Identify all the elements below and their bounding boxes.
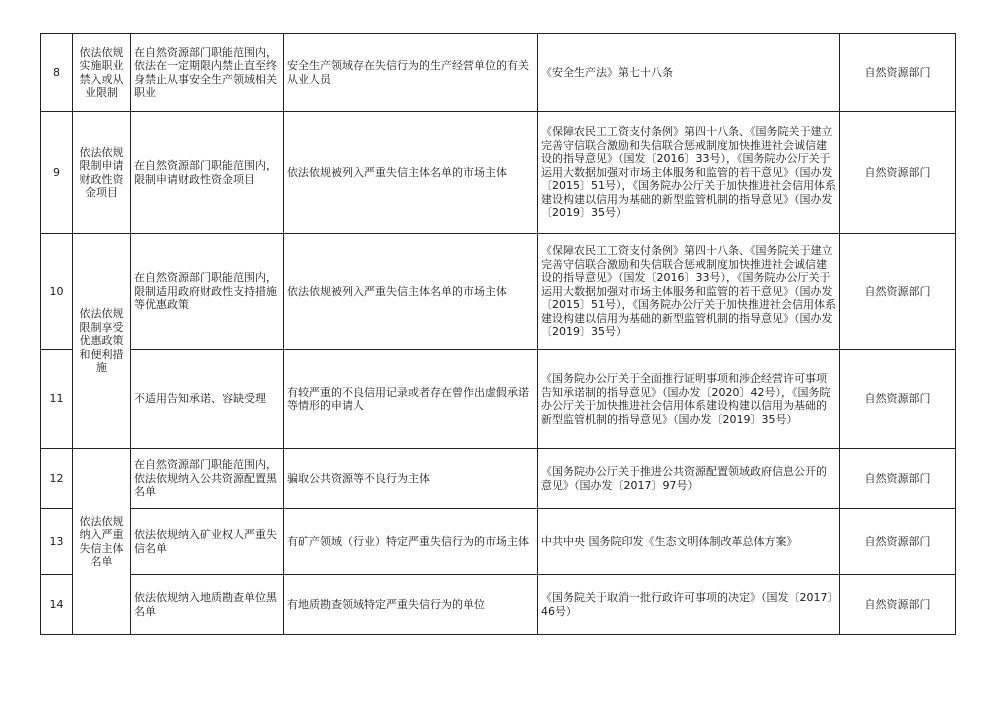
subject-cell: 有较严重的不良信用记录或者存在曾作出虚假承诺等情形的申请人 — [284, 350, 538, 449]
basis-cell: 《保障农民工工资支付条例》第四十八条、《国务院关于建立完善守信联合激励和失信联合惩戒制度加快推进社会诚信建设的指导意见》（国发〔2016〕33号），《国务院办公厅关于运用大数据加强对市场主体服务和监管的若干意见》（国办发〔2015〕51号），《国务院办公厅关于加快推进社会信用体系建设构建以信用为基础的新型监管机制的指导意见》（国办发〔2019〕35号） — [538, 234, 840, 350]
subject-cell: 安全生产领域存在失信行为的生产经营单位的有关从业人员 — [284, 34, 538, 112]
measure-cell: 依法依规纳入地质勘查单位黑名单 — [131, 575, 284, 635]
basis-cell: 《国务院关于取消一批行政许可事项的决定》（国发〔2017〕46号） — [538, 575, 840, 635]
department-cell: 自然资源部门 — [840, 509, 956, 575]
table-row — [41, 112, 956, 234]
department-cell: 自然资源部门 — [840, 575, 956, 635]
measure-cell: 在自然资源部门职能范围内，限制申请财政性资金项目 — [131, 112, 284, 234]
table-row — [41, 234, 956, 350]
table-row — [41, 575, 956, 635]
table-row — [41, 350, 956, 449]
department-cell: 自然资源部门 — [840, 449, 956, 509]
basis-cell: 《国务院办公厅关于全面推行证明事项和涉企经营许可事项告知承诺制的指导意见》（国办发〔2020〕42号），《国务院办公厅关于加快推进社会信用体系建设构建以信用为基础的新型监管机制的指导意见》（国办发〔2019〕35号） — [538, 350, 840, 449]
basis-cell: 《国务院办公厅关于推进公共资源配置领域政府信息公开的意见》（国办发〔2017〕97号） — [538, 449, 840, 509]
subject-cell: 依法依规被列入严重失信主体名单的市场主体 — [284, 234, 538, 350]
row-number: 11 — [41, 350, 73, 449]
subject-cell: 有矿产领域（行业）特定严重失信行为的市场主体 — [284, 509, 538, 575]
credit-measures-table — [40, 33, 956, 635]
category-cell: 依法依规实施职业禁入或从业限制 — [73, 34, 131, 112]
row-number: 14 — [41, 575, 73, 635]
measure-cell: 在自然资源部门职能范围内，限制适用政府财政性支持措施等优惠政策 — [131, 234, 284, 350]
measure-cell: 在自然资源部门职能范围内，依法依规纳入公共资源配置黑名单 — [131, 449, 284, 509]
row-number: 8 — [41, 34, 73, 112]
row-number: 9 — [41, 112, 73, 234]
department-cell: 自然资源部门 — [840, 112, 956, 234]
department-cell: 自然资源部门 — [840, 234, 956, 350]
category-cell: 依法依规纳入严重失信主体名单 — [73, 449, 131, 635]
measure-cell: 在自然资源部门职能范围内，依法在一定期限内禁止直至终身禁止从事安全生产领域相关职业 — [131, 34, 284, 112]
table-row — [41, 449, 956, 509]
basis-cell: 《保障农民工工资支付条例》第四十八条、《国务院关于建立完善守信联合激励和失信联合惩戒制度加快推进社会诚信建设的指导意见》（国发〔2016〕33号），《国务院办公厅关于运用大数据加强对市场主体服务和监管的若干意见》（国办发〔2015〕51号），《国务院办公厅关于加快推进社会信用体系建设构建以信用为基础的新型监管机制的指导意见》（国办发〔2019〕35号） — [538, 112, 840, 234]
measure-cell: 不适用告知承诺、容缺受理 — [131, 350, 284, 449]
basis-cell: 中共中央 国务院印发《生态文明体制改革总体方案》 — [538, 509, 840, 575]
department-cell: 自然资源部门 — [840, 34, 956, 112]
category-cell: 依法依规限制享受优惠政策和便利措施 — [73, 234, 131, 449]
subject-cell: 依法依规被列入严重失信主体名单的市场主体 — [284, 112, 538, 234]
subject-cell: 骗取公共资源等不良行为主体 — [284, 449, 538, 509]
subject-cell: 有地质勘查领域特定严重失信行为的单位 — [284, 575, 538, 635]
row-number: 10 — [41, 234, 73, 350]
row-number: 12 — [41, 449, 73, 509]
basis-cell: 《安全生产法》第七十八条 — [538, 34, 840, 112]
measure-cell: 依法依规纳入矿业权人严重失信名单 — [131, 509, 284, 575]
row-number: 13 — [41, 509, 73, 575]
department-cell: 自然资源部门 — [840, 350, 956, 449]
category-cell: 依法依规限制申请财政性资金项目 — [73, 112, 131, 234]
table-row — [41, 509, 956, 575]
table-row — [41, 34, 956, 112]
